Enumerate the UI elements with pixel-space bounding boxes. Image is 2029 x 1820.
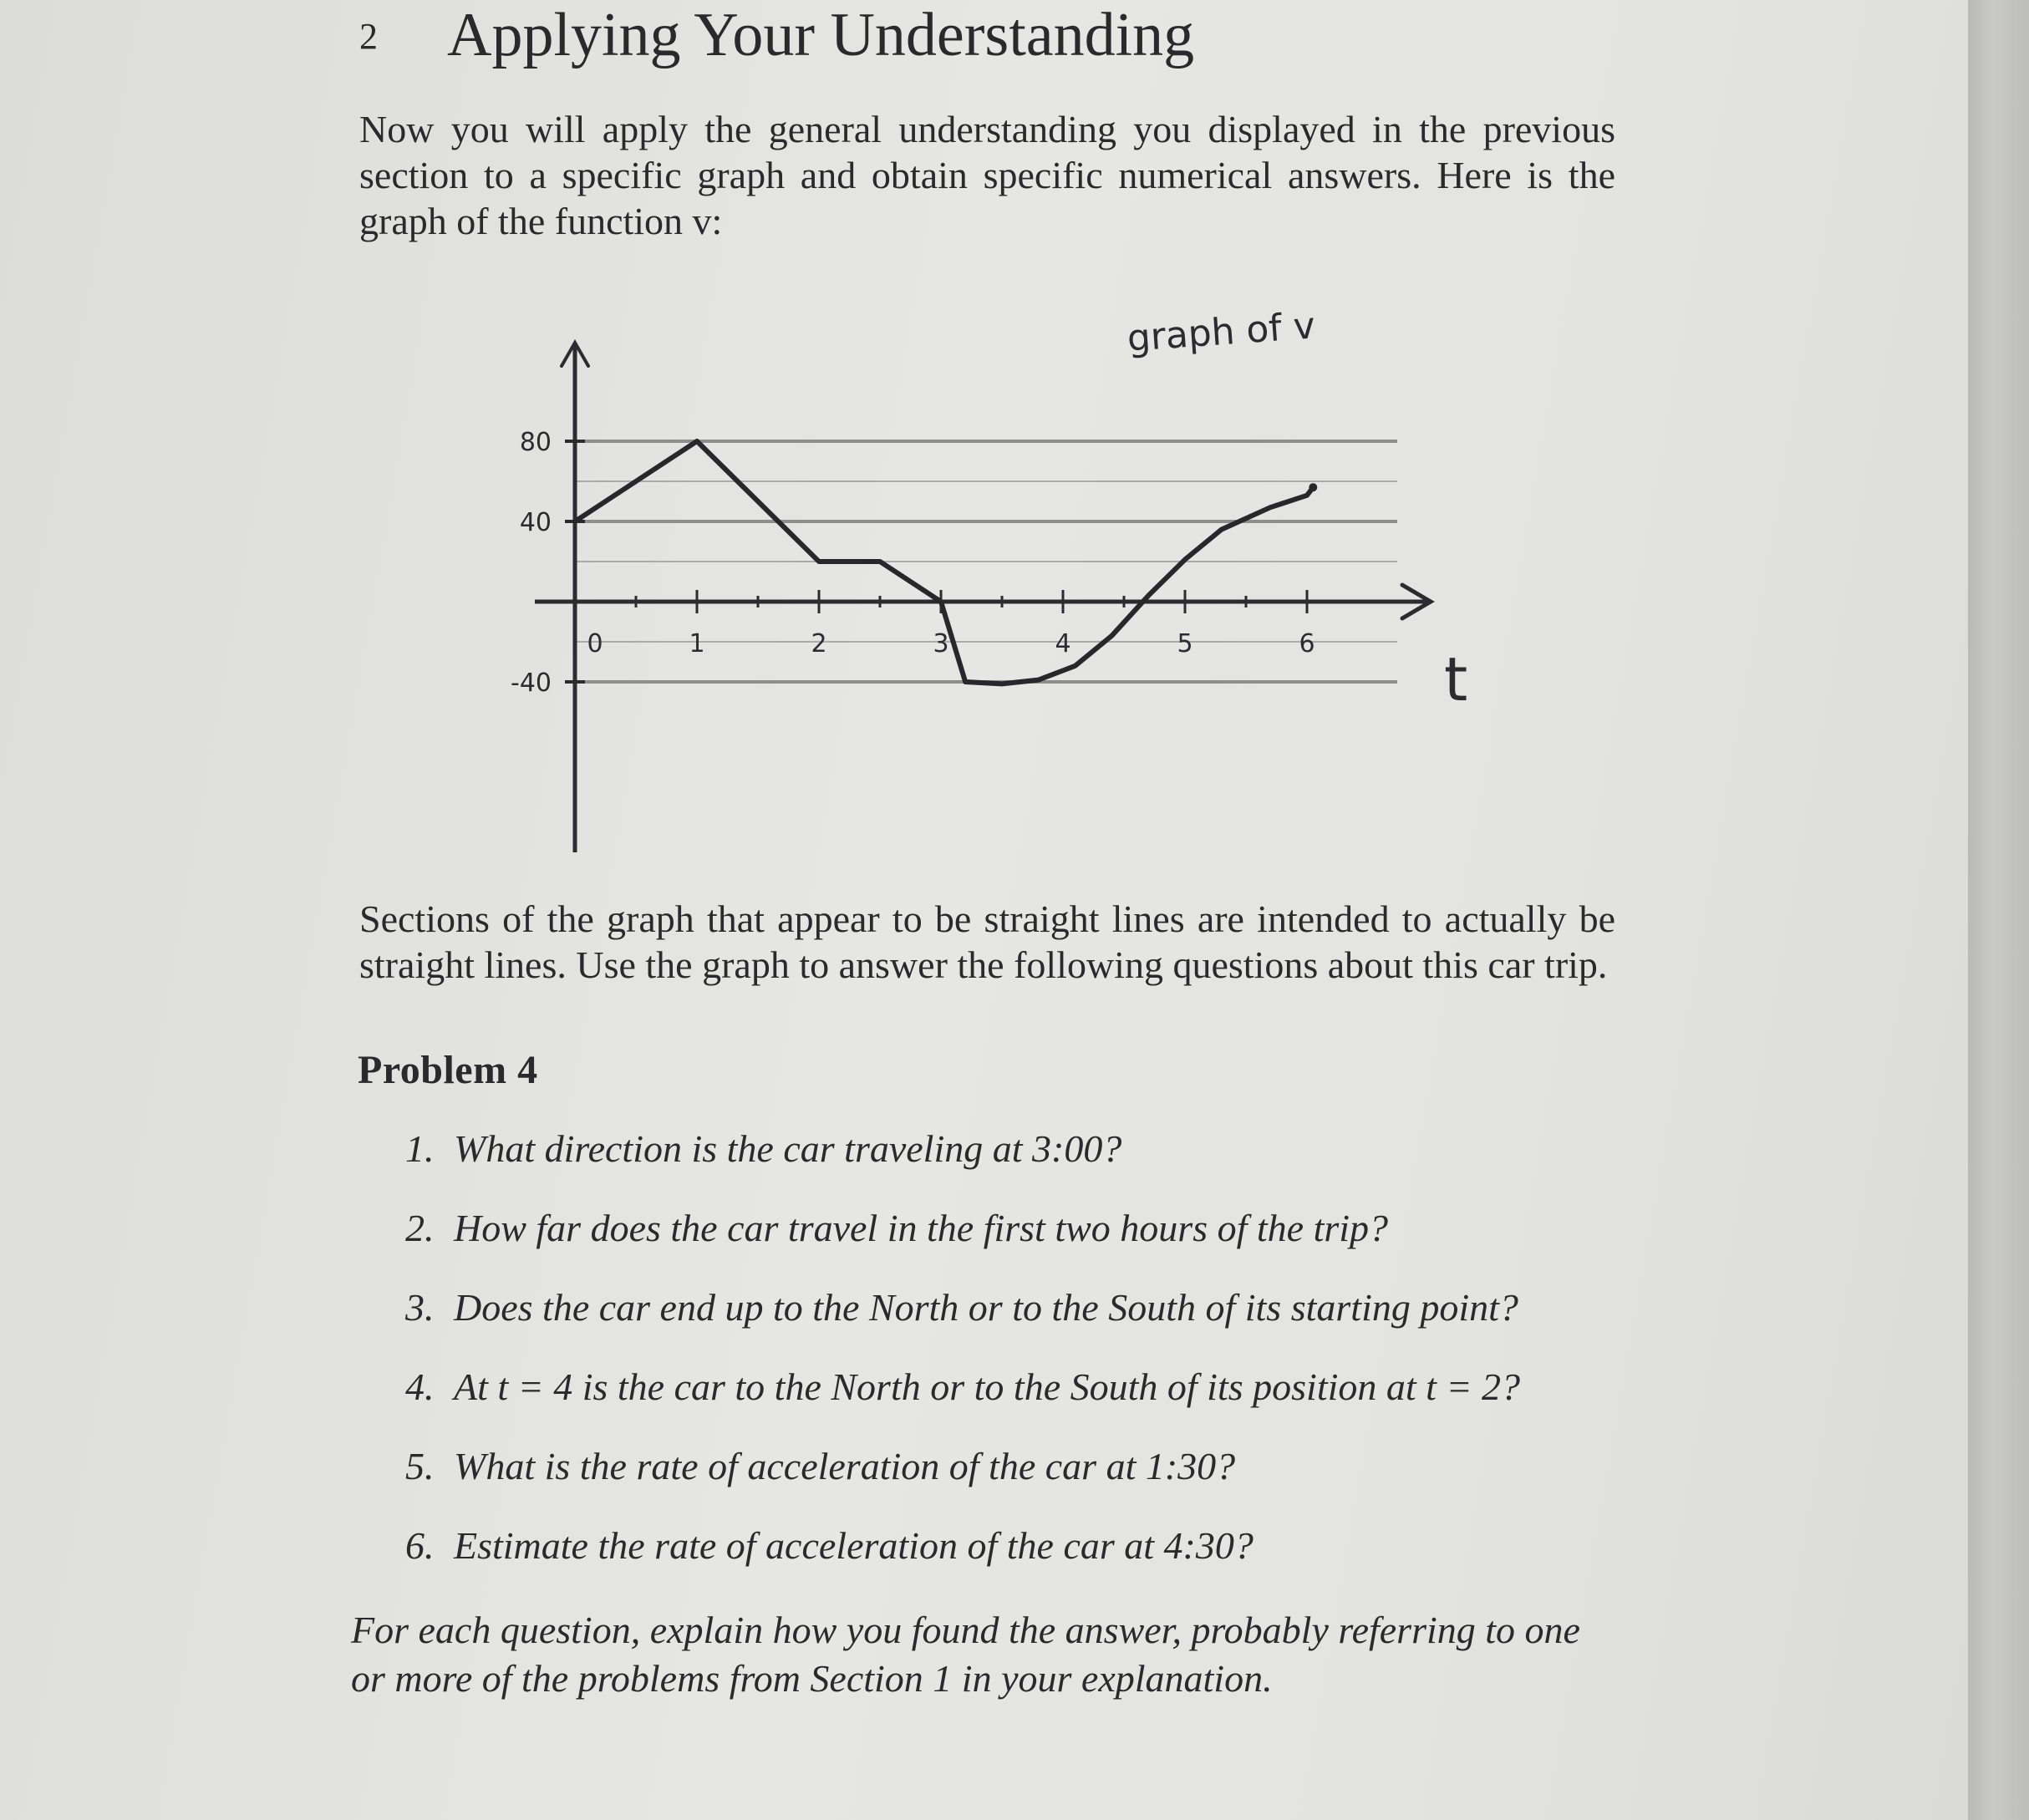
question-number: 5. (405, 1445, 435, 1487)
x-axis-label: t (1444, 644, 1468, 714)
y-tick-label: 40 (519, 508, 552, 537)
question-item (405, 1285, 1659, 1365)
y-tick-label: -40 (511, 669, 552, 698)
tick-labels (511, 428, 1315, 698)
axes (535, 343, 1431, 852)
y-tick-label: 80 (519, 428, 552, 457)
closing-paragraph: For each question, explain how you found the answer, probably referring to one or more of the problems from Section 1 in your explanation. (351, 1609, 1580, 1700)
x-tick-label: 3 (933, 629, 949, 658)
section-title: Applying Your Understanding (447, 1, 1195, 69)
intro-paragraph: Now you will apply the general understanding you displayed in the previous section to a specific graph and obtain specific numerical answers. Here is the graph of the function v: (359, 108, 1615, 242)
chart-title: graph of v (1126, 304, 1317, 360)
series-endpoint (1309, 483, 1317, 491)
x-tick-label: 4 (1055, 629, 1071, 658)
question-text: Estimate the rate of acceleration of the car at 4:30? (454, 1524, 1254, 1567)
question-text: How far does the car travel in the first two hours of the trip? (454, 1207, 1389, 1249)
question-number: 1. (405, 1127, 435, 1170)
question-text: What direction is the car traveling at 3:00? (454, 1127, 1122, 1170)
x-tick-label: 0 (587, 629, 603, 658)
question-number: 4. (405, 1365, 435, 1408)
x-tick-label: 1 (689, 629, 705, 658)
question-number: 3. (405, 1286, 435, 1329)
problem-heading: Problem 4 (358, 1048, 538, 1092)
question-text: What is the rate of acceleration of the car at 1:30? (454, 1445, 1236, 1487)
page-edge (1968, 0, 2029, 1820)
x-tick-label: 5 (1177, 629, 1193, 658)
question-text: Does the car end up to the North or to the South of its starting point? (454, 1286, 1518, 1329)
question-list (405, 1126, 1659, 1603)
after-graph-paragraph: Sections of the graph that appear to be straight lines are intended to actually be straight lines. Use the graph to answer the following questions about this car trip. (359, 897, 1615, 986)
section-heading (359, 0, 1696, 84)
x-tick-label: 2 (811, 629, 827, 658)
question-number: 2. (405, 1207, 435, 1249)
question-item (405, 1365, 1659, 1444)
question-item (405, 1126, 1659, 1206)
question-item (405, 1206, 1659, 1285)
section-number: 2 (359, 16, 378, 57)
x-tick-label: 6 (1299, 629, 1315, 658)
question-item (405, 1444, 1659, 1523)
question-item (405, 1523, 1659, 1603)
question-text: At t = 4 is the car to the North or to the South of its position at t = 2? (454, 1365, 1520, 1408)
question-number: 6. (405, 1524, 435, 1567)
velocity-graph (468, 301, 1504, 869)
